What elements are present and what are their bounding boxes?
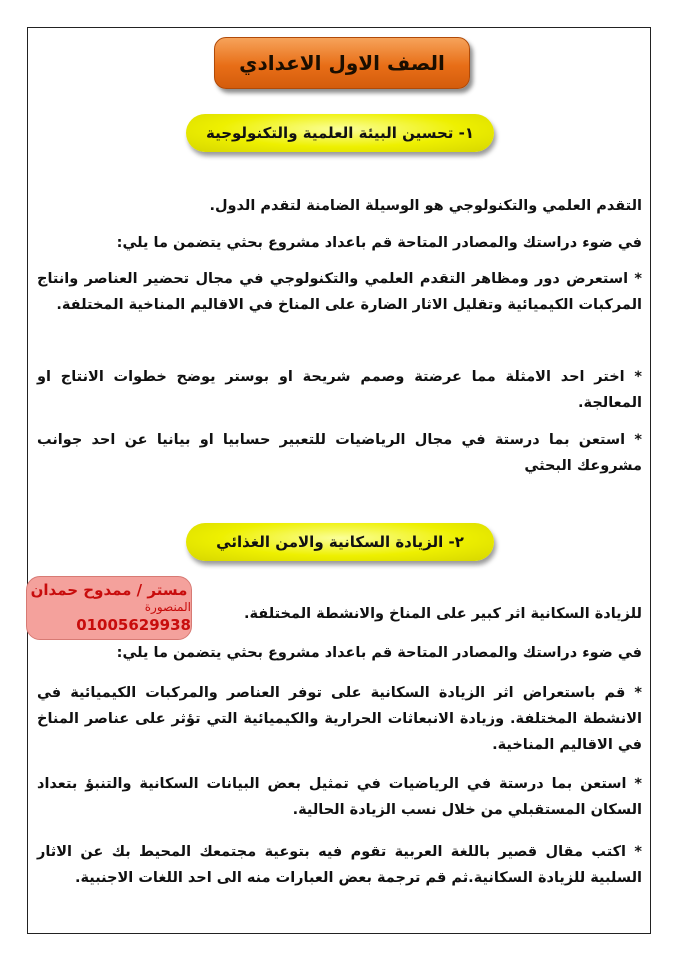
author-phone: 01005629938 [76,616,191,634]
section-2-task: في ضوء دراستك والمصادر المتاحة قم باعداد مشروع بحثي يتضمن ما يلي: [116,645,642,661]
section-1-item: * استعن بما درستة في مجال الرياضيات للتعبير حسابيا او بيانيا عن احد جوانب مشروعك البحثي [37,432,642,474]
section-1-item: * اختر احد الامثلة مما عرضتة وصمم شريحة او بوستر يوضح خطوات الانتاج او المعالجة. [37,369,642,411]
section-1-intro: التقدم العلمي والتكنولوجي هو الوسيلة الضامنة لتقدم الدول. [209,198,642,214]
section-2-item: * اكتب مقال قصير باللغة العربية تقوم فيه بتوعية مجتمعك المحيط بك عن الاثار السلبية للزيادة السكانية.ثم قم ترجمة بعض العبارات منه الى احد اللغات الاجنبية. [37,844,642,886]
section-1-task: في ضوء دراستك والمصادر المتاحة قم باعداد مشروع بحثي يتضمن ما يلي: [116,235,642,251]
section-1-item: * استعرض دور ومظاهر التقدم العلمي والتكنولوجي في مجال تحضير العناصر وانتاج المركبات الكيميائية وتقليل الاثار الضارة على المناخ في الاقاليم المناخية المختلفة. [37,271,642,313]
section-2-heading: ٢- الزيادة السكانية والامن الغذائي [186,523,494,561]
author-contact [27,599,191,635]
author-name: مستر / ممدوح حمدان [30,581,188,600]
author-city: المنصورة [144,600,191,615]
section-2-item: * قم باستعراض اثر الزيادة السكانية على توفر العناصر والمركبات الكيميائية في الانشطة المختلفة. وزيادة الانبعاثات الحرارية والكيميائية التي تؤثر على عناصر المناخ في الاقاليم المناخية. [37,685,642,753]
section-2-intro: للزيادة السكانية اثر كبير على المناخ والانشطة المختلفة. [243,606,642,622]
section-2-item: * استعن بما درستة في الرياضيات في تمثيل بعض البيانات السكانية والتنبؤ بتعداد السكان المستقبلي من خلال نسب الزيادة الحالية. [37,776,642,818]
section-1-heading: ١- تحسين البيئة العلمية والتكنولوجية [186,114,494,152]
page-title: الصف الاول الاعدادي [214,37,470,89]
author-stamp [26,576,192,640]
